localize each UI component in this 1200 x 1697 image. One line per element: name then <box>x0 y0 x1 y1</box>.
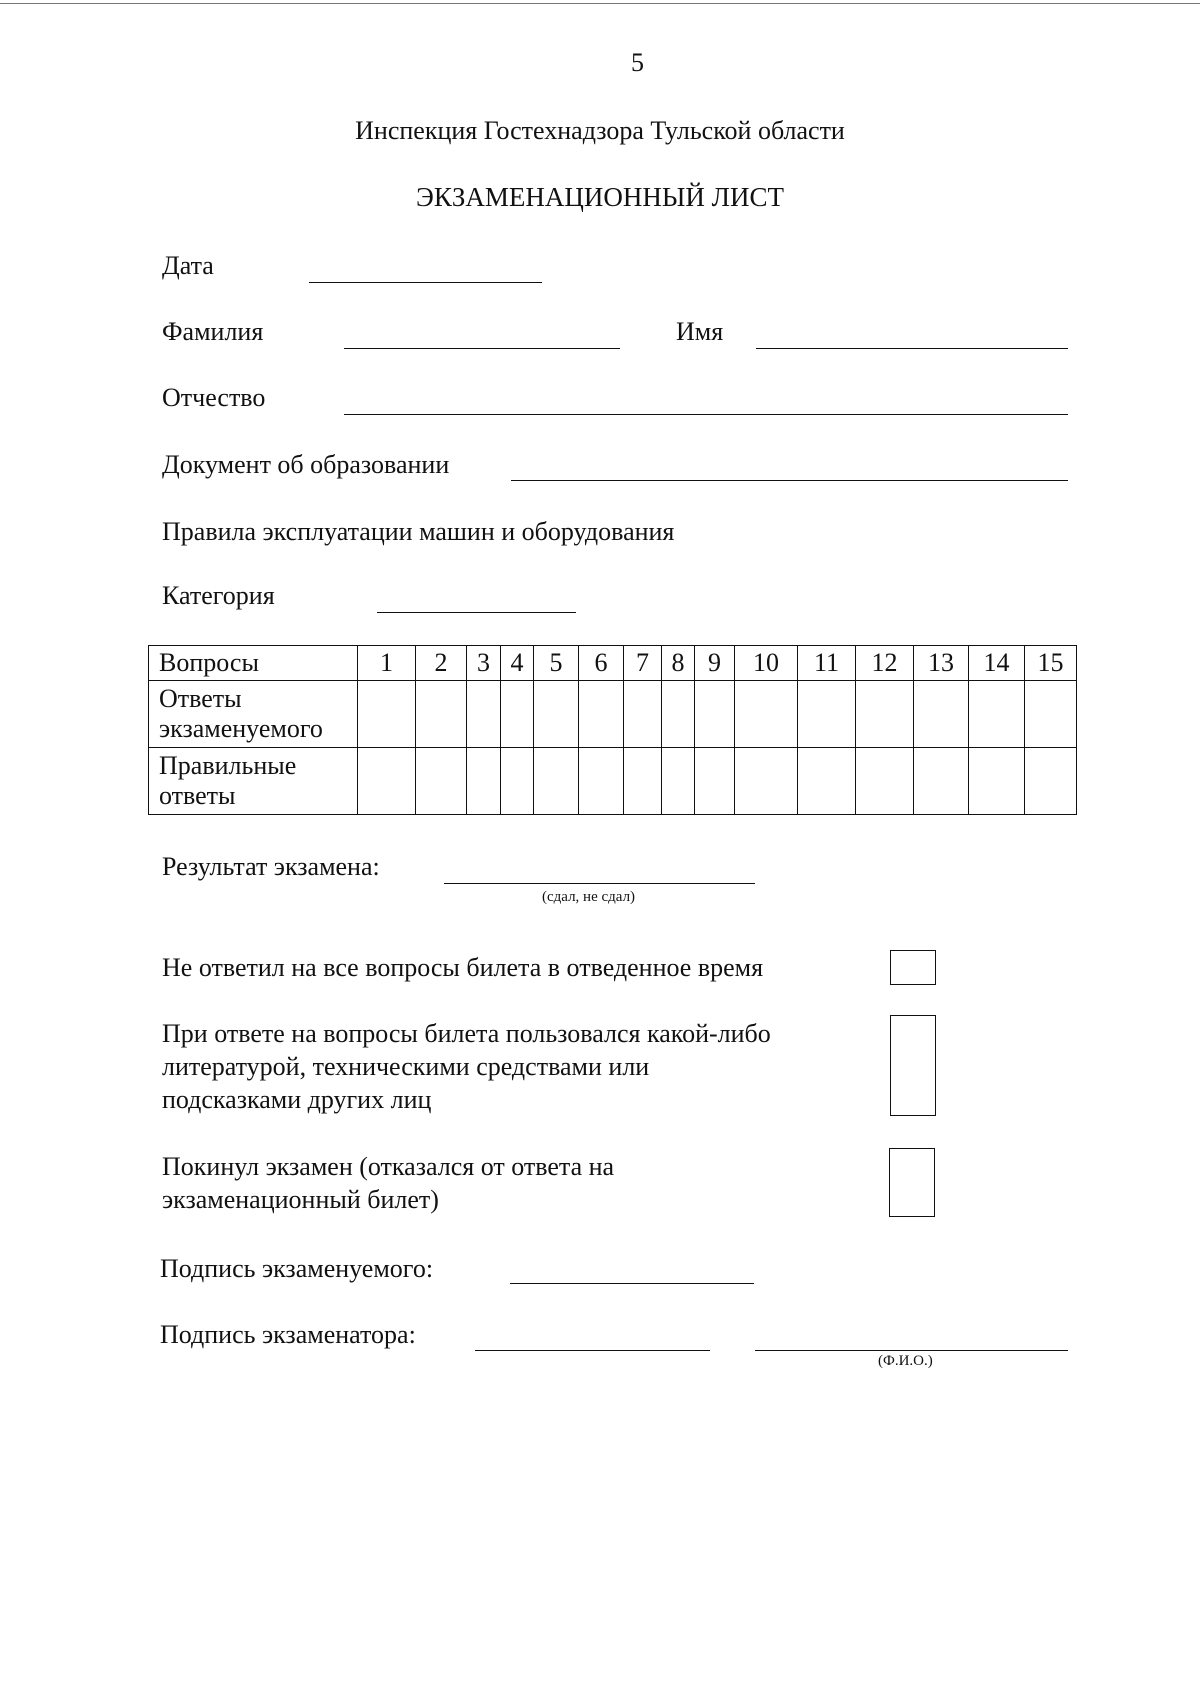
title-block <box>0 182 1200 212</box>
question-number-cell: 8 <box>662 646 695 681</box>
used-aids-checkbox[interactable] <box>890 1015 936 1116</box>
answer-cell[interactable] <box>624 681 662 748</box>
left-exam-label-line1: Покинул экзамен (отказался от ответа на <box>162 1152 615 1181</box>
question-number-cell: 9 <box>695 646 735 681</box>
correct-answer-cell[interactable] <box>624 748 662 815</box>
examinee-answers-label-line2: экзаменуемого <box>159 714 323 743</box>
correct-answer-cell[interactable] <box>735 748 798 815</box>
question-number-cell: 10 <box>735 646 798 681</box>
page-number: 5 <box>631 48 644 77</box>
name-input-line[interactable] <box>756 348 1068 349</box>
correct-answers-row-label <box>149 748 358 815</box>
left-exam-label-line2: экзаменационный билет) <box>162 1185 439 1214</box>
questions-row-label: Вопросы <box>149 646 358 681</box>
date-label: Дата <box>162 251 214 280</box>
answer-cell[interactable] <box>467 681 501 748</box>
question-number-cell: 3 <box>467 646 501 681</box>
answer-cell[interactable] <box>914 681 969 748</box>
answer-cell[interactable] <box>969 681 1025 748</box>
examinee-answers-row-label <box>149 681 358 748</box>
question-number-cell: 11 <box>798 646 856 681</box>
answer-cell[interactable] <box>501 681 534 748</box>
examiner-signature-label: Подпись экзаменатора: <box>160 1320 416 1349</box>
question-number-cell: 15 <box>1025 646 1077 681</box>
question-number-cell: 14 <box>969 646 1025 681</box>
correct-answers-label-line1: Правильные <box>159 751 297 780</box>
exam-result-input-line[interactable] <box>444 883 755 884</box>
question-number-cell: 6 <box>579 646 624 681</box>
surname-input-line[interactable] <box>344 348 620 349</box>
examinee-signature-label: Подпись экзаменуемого: <box>160 1254 434 1283</box>
category-input-line[interactable] <box>377 612 576 613</box>
document-title: ЭКЗАМЕНАЦИОННЫЙ ЛИСТ <box>416 182 784 212</box>
examinee-signature-line[interactable] <box>510 1283 754 1284</box>
correct-answer-cell[interactable] <box>534 748 579 815</box>
correct-answer-cell[interactable] <box>579 748 624 815</box>
left-exam-checkbox[interactable] <box>889 1148 935 1217</box>
answer-cell[interactable] <box>735 681 798 748</box>
category-label: Категория <box>162 581 275 610</box>
answer-cell[interactable] <box>662 681 695 748</box>
question-number-cell: 1 <box>358 646 416 681</box>
answer-cell[interactable] <box>798 681 856 748</box>
correct-answer-cell[interactable] <box>969 748 1025 815</box>
examinee-answers-label-line1: Ответы <box>159 684 242 713</box>
correct-answer-cell[interactable] <box>662 748 695 815</box>
header-block <box>0 116 1200 146</box>
examiner-signature-line[interactable] <box>475 1350 710 1351</box>
answer-cell[interactable] <box>534 681 579 748</box>
education-doc-label: Документ об образовании <box>162 450 450 479</box>
question-number-cell: 7 <box>624 646 662 681</box>
correct-answer-cell[interactable] <box>1025 748 1077 815</box>
table-row-correct-answers <box>149 748 1077 815</box>
patronymic-label: Отчество <box>162 383 266 412</box>
exam-result-hint: (сдал, не сдал) <box>542 889 636 905</box>
used-aids-label-line3: подсказками других лиц <box>162 1085 432 1114</box>
question-number-cell: 4 <box>501 646 534 681</box>
table-row-questions <box>149 646 1077 681</box>
correct-answer-cell[interactable] <box>914 748 969 815</box>
date-input-line[interactable] <box>309 282 542 283</box>
patronymic-input-line[interactable] <box>344 414 1068 415</box>
exam-result-label: Результат экзамена: <box>162 852 380 881</box>
organization-name: Инспекция Гостехнадзора Тульской области <box>355 116 845 145</box>
correct-answer-cell[interactable] <box>358 748 416 815</box>
answer-cell[interactable] <box>358 681 416 748</box>
answer-cell[interactable] <box>579 681 624 748</box>
examiner-fio-hint: (Ф.И.О.) <box>878 1353 933 1369</box>
correct-answer-cell[interactable] <box>856 748 914 815</box>
no-time-label: Не ответил на все вопросы билета в отведенное время <box>162 953 764 982</box>
name-label: Имя <box>676 317 724 346</box>
question-number-cell: 5 <box>534 646 579 681</box>
question-number-cell: 13 <box>914 646 969 681</box>
answer-cell[interactable] <box>856 681 914 748</box>
used-aids-label-line2: литературой, техническими средствами или <box>162 1052 650 1081</box>
correct-answer-cell[interactable] <box>798 748 856 815</box>
used-aids-label-line1: При ответе на вопросы билета пользовался какой-либо <box>162 1019 771 1048</box>
question-number-cell: 2 <box>416 646 467 681</box>
examiner-fio-line[interactable] <box>755 1350 1068 1351</box>
rules-label: Правила эксплуатации машин и оборудования <box>162 517 675 546</box>
no-time-checkbox[interactable] <box>890 950 936 985</box>
answer-cell[interactable] <box>1025 681 1077 748</box>
table-row-examinee-answers <box>149 681 1077 748</box>
education-doc-input-line[interactable] <box>511 480 1068 481</box>
question-number-cell: 12 <box>856 646 914 681</box>
correct-answer-cell[interactable] <box>695 748 735 815</box>
correct-answer-cell[interactable] <box>416 748 467 815</box>
answer-cell[interactable] <box>695 681 735 748</box>
scan-edge-line <box>0 3 1200 4</box>
answers-table <box>148 645 1077 815</box>
correct-answers-label-line2: ответы <box>159 781 236 810</box>
correct-answer-cell[interactable] <box>467 748 501 815</box>
answer-cell[interactable] <box>416 681 467 748</box>
correct-answer-cell[interactable] <box>501 748 534 815</box>
surname-label: Фамилия <box>162 317 264 346</box>
